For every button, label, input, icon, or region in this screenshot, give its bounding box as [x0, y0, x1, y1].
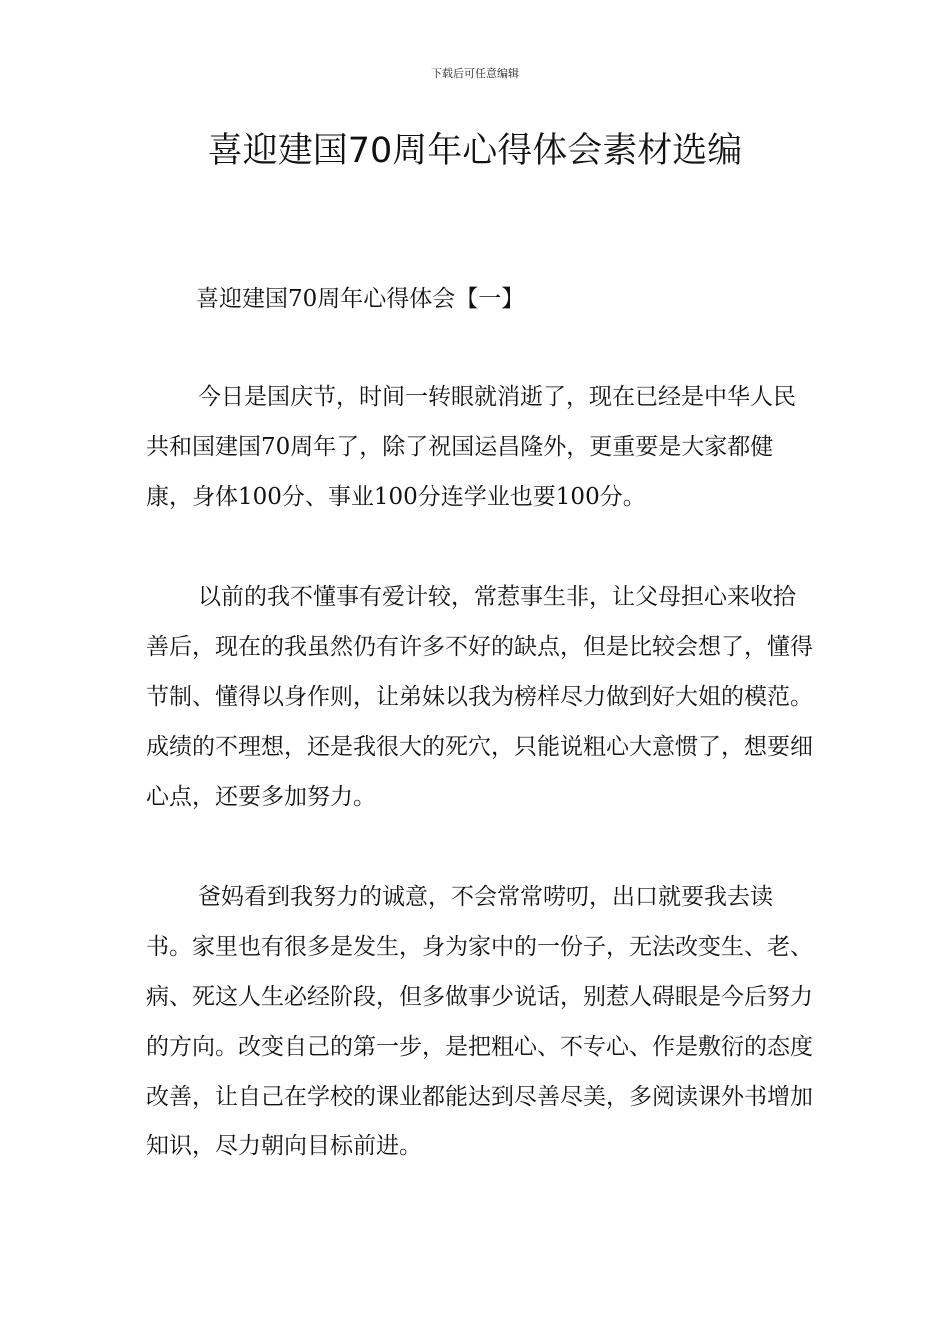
- header-note: 下载后可任意编辑: [431, 67, 519, 80]
- document-title: 喜迎建国70周年心得体会素材选编: [207, 131, 743, 171]
- section-heading: 喜迎建国70周年心得体会【一】: [196, 286, 525, 312]
- paragraph-2: 以前的我不懂事有爱计较，常惹事生非，让父母担心来收拾善后，现在的我虽然仍有许多不好的缺点，但是比较会想了，懂得节制、懂得以身作则，让弟妹以我为榜样尽力做到好大姐的模范。成绩的不理想，还是我很大的死穴，只能说粗心大意惯了，想要细心点，还要多加努力。: [146, 584, 813, 810]
- paragraph-3: 爸妈看到我努力的诚意，不会常常唠叨，出口就要我去读书。家里也有很多是发生，身为家中的一份子，无法改变生、老、病、死这人生必经阶段，但多做事少说话，别惹人碍眼是今后努力的方向。改变自己的第一步，是把粗心、不专心、作是敷衍的态度改善，让自己在学校的课业都能达到尽善尽美，多阅读课外书增加知识，尽力朝向目标前进。: [146, 884, 813, 1160]
- document-body: [146, 282, 814, 1172]
- paragraph-1: 今日是国庆节，时间一转眼就消逝了，现在已经是中华人民共和国建国70周年了，除了祝国运昌隆外，更重要是大家都健康，身体100分、事业100分连学业也要100分。: [146, 384, 796, 510]
